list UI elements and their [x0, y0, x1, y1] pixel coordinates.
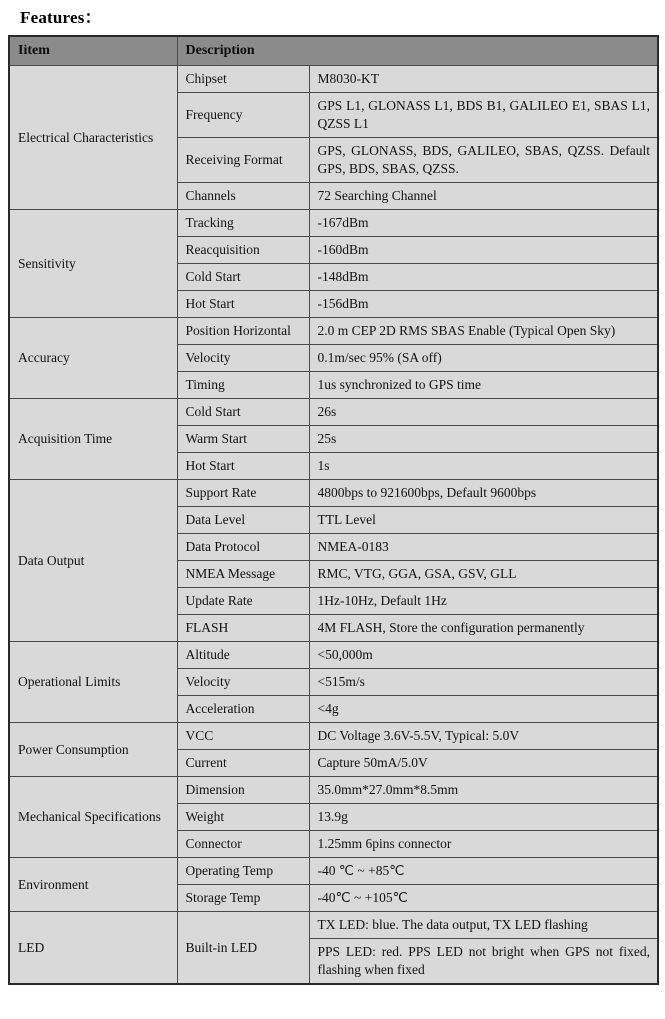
param-value: 72 Searching Channel: [309, 183, 658, 210]
param-value: PPS LED: red. PPS LED not bright when GPS not fixed, flashing when fixed: [309, 939, 658, 985]
param-label: Velocity: [177, 345, 309, 372]
group-label-operational-limits: Operational Limits: [9, 642, 177, 723]
param-value: RMC, VTG, GGA, GSA, GSV, GLL: [309, 561, 658, 588]
param-label: Storage Temp: [177, 885, 309, 912]
param-label: Frequency: [177, 93, 309, 138]
param-label: Chipset: [177, 66, 309, 93]
param-label: Current: [177, 750, 309, 777]
param-value: 2.0 m CEP 2D RMS SBAS Enable (Typical Open Sky): [309, 318, 658, 345]
param-value: GPS L1, GLONASS L1, BDS B1, GALILEO E1, SBAS L1, QZSS L1: [309, 93, 658, 138]
param-value: -160dBm: [309, 237, 658, 264]
param-label: Altitude: [177, 642, 309, 669]
param-label: Weight: [177, 804, 309, 831]
param-value: -156dBm: [309, 291, 658, 318]
param-label: Reacquisition: [177, 237, 309, 264]
param-value: <4g: [309, 696, 658, 723]
group-label-environment: Environment: [9, 858, 177, 912]
param-label: Update Rate: [177, 588, 309, 615]
param-value: Capture 50mA/5.0V: [309, 750, 658, 777]
param-label: Cold Start: [177, 399, 309, 426]
param-value: NMEA-0183: [309, 534, 658, 561]
column-header-item: Iitem: [9, 36, 177, 66]
param-label: Warm Start: [177, 426, 309, 453]
param-label: Connector: [177, 831, 309, 858]
param-label: Timing: [177, 372, 309, 399]
param-label: Built-in LED: [177, 912, 309, 985]
table-row: [9, 480, 658, 507]
table-row: [9, 66, 658, 93]
param-value: 1s: [309, 453, 658, 480]
param-label: Support Rate: [177, 480, 309, 507]
param-label: FLASH: [177, 615, 309, 642]
param-label: Hot Start: [177, 453, 309, 480]
column-header-description: Description: [177, 36, 658, 66]
param-value: -40℃ ~ +105℃: [309, 885, 658, 912]
table-header: [9, 36, 658, 66]
table-row: [9, 642, 658, 669]
param-value: 25s: [309, 426, 658, 453]
param-label: Data Level: [177, 507, 309, 534]
param-value: TX LED: blue. The data output, TX LED flashing: [309, 912, 658, 939]
param-value: 35.0mm*27.0mm*8.5mm: [309, 777, 658, 804]
param-value: 4800bps to 921600bps, Default 9600bps: [309, 480, 658, 507]
param-label: Velocity: [177, 669, 309, 696]
param-label: Acceleration: [177, 696, 309, 723]
param-value: <515m/s: [309, 669, 658, 696]
group-label-acquisition-time: Acquisition Time: [9, 399, 177, 480]
param-value: <50,000m: [309, 642, 658, 669]
table-header-row: [9, 36, 658, 66]
table-row: [9, 777, 658, 804]
table-row: [9, 210, 658, 237]
param-value: 1us synchronized to GPS time: [309, 372, 658, 399]
group-label-sensitivity: Sensitivity: [9, 210, 177, 318]
group-label-power-consumption: Power Consumption: [9, 723, 177, 777]
param-label: Tracking: [177, 210, 309, 237]
param-label: Position Horizontal: [177, 318, 309, 345]
param-value: -148dBm: [309, 264, 658, 291]
param-label: Receiving Format: [177, 138, 309, 183]
param-label: Dimension: [177, 777, 309, 804]
group-label-data-output: Data Output: [9, 480, 177, 642]
param-label: Hot Start: [177, 291, 309, 318]
param-value: 0.1m/sec 95% (SA off): [309, 345, 658, 372]
param-value: 4M FLASH, Store the configuration permanently: [309, 615, 658, 642]
group-label-electrical-characteristics: Electrical Characteristics: [9, 66, 177, 210]
table-row: [9, 912, 658, 939]
specifications-table: [8, 35, 659, 985]
table-row: [9, 318, 658, 345]
param-value: 1.25mm 6pins connector: [309, 831, 658, 858]
table-body: [9, 66, 658, 985]
param-label: NMEA Message: [177, 561, 309, 588]
param-value: TTL Level: [309, 507, 658, 534]
param-value: 26s: [309, 399, 658, 426]
group-label-mechanical-specifications: Mechanical Specifications: [9, 777, 177, 858]
param-value: -167dBm: [309, 210, 658, 237]
param-value: 13.9g: [309, 804, 658, 831]
param-label: Operating Temp: [177, 858, 309, 885]
param-label: Channels: [177, 183, 309, 210]
page-title: Features：: [20, 8, 102, 27]
param-value: -40 ℃ ~ +85℃: [309, 858, 658, 885]
param-label: VCC: [177, 723, 309, 750]
group-label-led: LED: [9, 912, 177, 985]
param-value: GPS, GLONASS, BDS, GALILEO, SBAS, QZSS. Default GPS, BDS, SBAS, QZSS.: [309, 138, 658, 183]
param-value: M8030-KT: [309, 66, 658, 93]
param-value: 1Hz-10Hz, Default 1Hz: [309, 588, 658, 615]
param-value: DC Voltage 3.6V-5.5V, Typical: 5.0V: [309, 723, 658, 750]
param-label: Data Protocol: [177, 534, 309, 561]
table-row: [9, 723, 658, 750]
table-row: [9, 858, 658, 885]
table-row: [9, 399, 658, 426]
group-label-accuracy: Accuracy: [9, 318, 177, 399]
param-label: Cold Start: [177, 264, 309, 291]
